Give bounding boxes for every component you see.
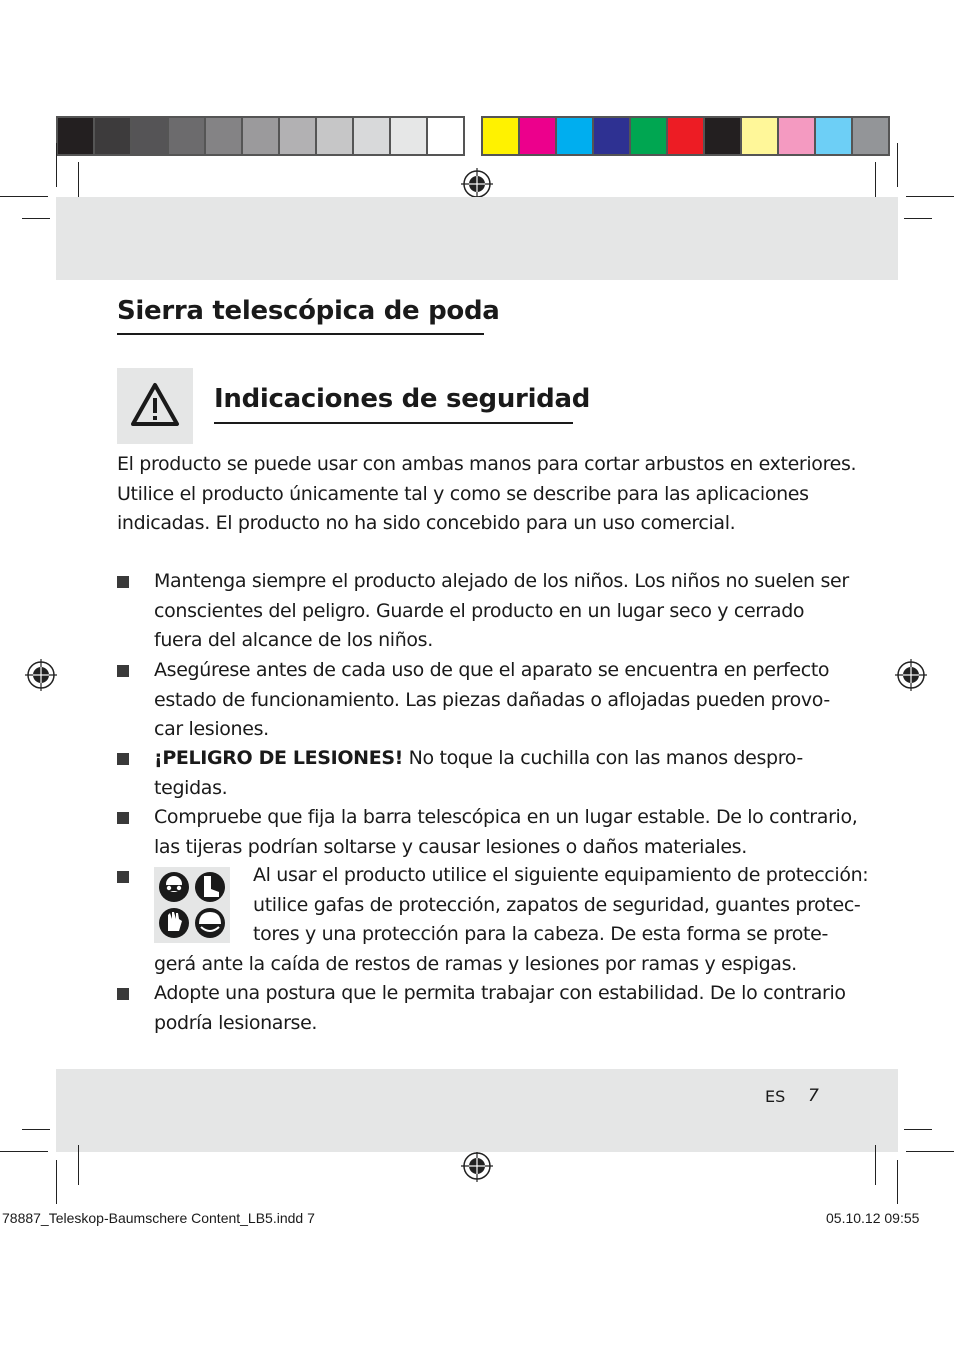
helmet-icon: [195, 908, 225, 938]
slug-filename: 78887_Teleskop-Baumschere Content_LB5.indd 7: [2, 1210, 315, 1226]
list-line: tegidas.: [154, 776, 228, 799]
gloves-icon: [159, 908, 189, 938]
color-swatch: [483, 118, 518, 154]
list-line: Asegúrese antes de cada uso de que el aparato se encuentra en perfecto: [154, 659, 830, 681]
gray-swatch: [243, 118, 278, 154]
gray-swatch: [391, 118, 426, 154]
section-title: Indicaciones de seguridad: [214, 384, 591, 414]
list-line: utilice gafas de protección, zapatos de seguridad, guantes protec-: [253, 893, 861, 916]
list-line: fuera del alcance de los niños.: [154, 629, 433, 651]
crop-mark-top-left-h1: [0, 196, 48, 197]
slug-datetime: 05.10.12 09:55: [826, 1210, 920, 1226]
gray-swatch: [280, 118, 315, 154]
color-swatch: [779, 118, 814, 154]
pictogram-grid: [154, 867, 230, 943]
intro-line: El producto se puede usar con ambas manos para cortar arbustos en exteriores.: [117, 453, 857, 475]
bullet-square: [117, 665, 129, 677]
list-line: estado de funcionamiento. Las piezas dañadas o aflojadas pueden provo-: [154, 688, 830, 711]
crop-mark-bottom-left-v2: [56, 1160, 57, 1204]
crop-mark-top-left-v2: [56, 143, 57, 187]
color-swatch: [742, 118, 777, 154]
header-band: [56, 197, 898, 280]
crop-mark-top-right-v: [875, 162, 876, 202]
crop-mark-bottom-left-h2: [22, 1129, 50, 1130]
color-swatch: [557, 118, 592, 154]
gray-swatch: [95, 118, 130, 154]
gray-swatch: [354, 118, 389, 154]
intro-paragraph: [117, 450, 856, 539]
gray-swatch: [132, 118, 167, 154]
gray-swatch: [206, 118, 241, 154]
crop-mark-top-left-h2: [22, 218, 50, 219]
registration-mark-left: [25, 659, 57, 691]
color-swatch: [631, 118, 666, 154]
color-swatch: [594, 118, 629, 154]
list-line: Adopte una postura que le permita trabajar con estabilidad. De lo contrario: [154, 982, 846, 1004]
list-line: las tijeras podrían soltarse y causar lesiones o daños materiales.: [154, 835, 747, 858]
list-line: tores y una protección para la cabeza. De esta forma se prote-: [253, 923, 829, 945]
gray-swatch: [317, 118, 352, 154]
title-underline: [117, 333, 484, 335]
registration-mark-top: [461, 168, 493, 200]
crop-mark-bottom-right-h1: [906, 1151, 954, 1152]
list-item: [154, 567, 849, 656]
list-item-continuation: [154, 950, 797, 980]
list-line: Mantenga siempre el producto alejado de los niños. Los niños no suelen ser: [154, 570, 849, 592]
list-line: [154, 744, 803, 774]
crop-mark-bottom-left-h1: [0, 1151, 48, 1152]
list-line-rest: No toque la cuchilla con las manos despro-: [402, 747, 803, 769]
gray-swatch: [169, 118, 204, 154]
color-swatch: [705, 118, 740, 154]
list-line: conscientes del peligro. Guarde el producto en un lugar seco y cerrado: [154, 599, 805, 622]
crop-mark-bottom-right-v2: [897, 1160, 898, 1204]
crop-mark-top-left-v: [78, 162, 79, 202]
crop-mark-bottom-right-v: [875, 1145, 876, 1185]
bullet-square: [117, 988, 129, 1000]
color-swatch: [520, 118, 555, 154]
footer-band: [56, 1069, 898, 1152]
crop-mark-top-right-v2: [897, 143, 898, 187]
bullet-square: [117, 871, 129, 883]
warning-triangle-icon: [117, 368, 193, 444]
registration-mark-right: [895, 659, 927, 691]
list-item: [154, 979, 846, 1038]
list-line: podría lesionarse.: [154, 1011, 318, 1034]
crop-mark-bottom-left-v: [78, 1145, 79, 1185]
protection-pictograms: [154, 867, 230, 943]
list-item: [154, 656, 830, 745]
gray-swatch: [428, 118, 463, 154]
warning-box: [117, 368, 193, 444]
list-item-pictogram-text: [253, 861, 868, 950]
language-code: ES: [765, 1087, 786, 1106]
intro-line: Utilice el producto únicamente tal y como se describe para las aplicaciones: [117, 482, 809, 505]
safety-goggles-icon: [159, 872, 189, 902]
color-swatch: [853, 118, 888, 154]
intro-line: indicadas. El producto no ha sido concebido para un uso comercial.: [117, 512, 736, 534]
gray-calibration-bar: [56, 116, 465, 156]
section-title-underline: [214, 422, 573, 424]
page-title: Sierra telescópica de poda: [117, 296, 500, 326]
danger-label: ¡PELIGRO DE LESIONES!: [154, 747, 403, 769]
color-calibration-bar: [481, 116, 890, 156]
registration-mark-bottom: [461, 1150, 493, 1182]
crop-mark-top-right-h2: [904, 218, 932, 219]
crop-mark-bottom-right-h2: [904, 1129, 932, 1130]
list-item: [154, 803, 857, 862]
bullet-square: [117, 753, 129, 765]
bullet-square: [117, 576, 129, 588]
list-line: car lesiones.: [154, 718, 269, 740]
color-swatch: [816, 118, 851, 154]
list-item: [154, 744, 803, 803]
page-number: 7: [808, 1086, 819, 1106]
list-line: gerá ante la caída de restos de ramas y lesiones por ramas y espigas.: [154, 953, 797, 975]
gray-swatch: [58, 118, 93, 154]
bullet-square: [117, 812, 129, 824]
list-line: Al usar el producto utilice el siguiente equipamiento de protección:: [253, 864, 869, 886]
crop-mark-top-right-h1: [906, 196, 954, 197]
safety-boots-icon: [195, 872, 225, 902]
list-line: Compruebe que fija la barra telescópica en un lugar estable. De lo contrario,: [154, 806, 858, 828]
color-swatch: [668, 118, 703, 154]
